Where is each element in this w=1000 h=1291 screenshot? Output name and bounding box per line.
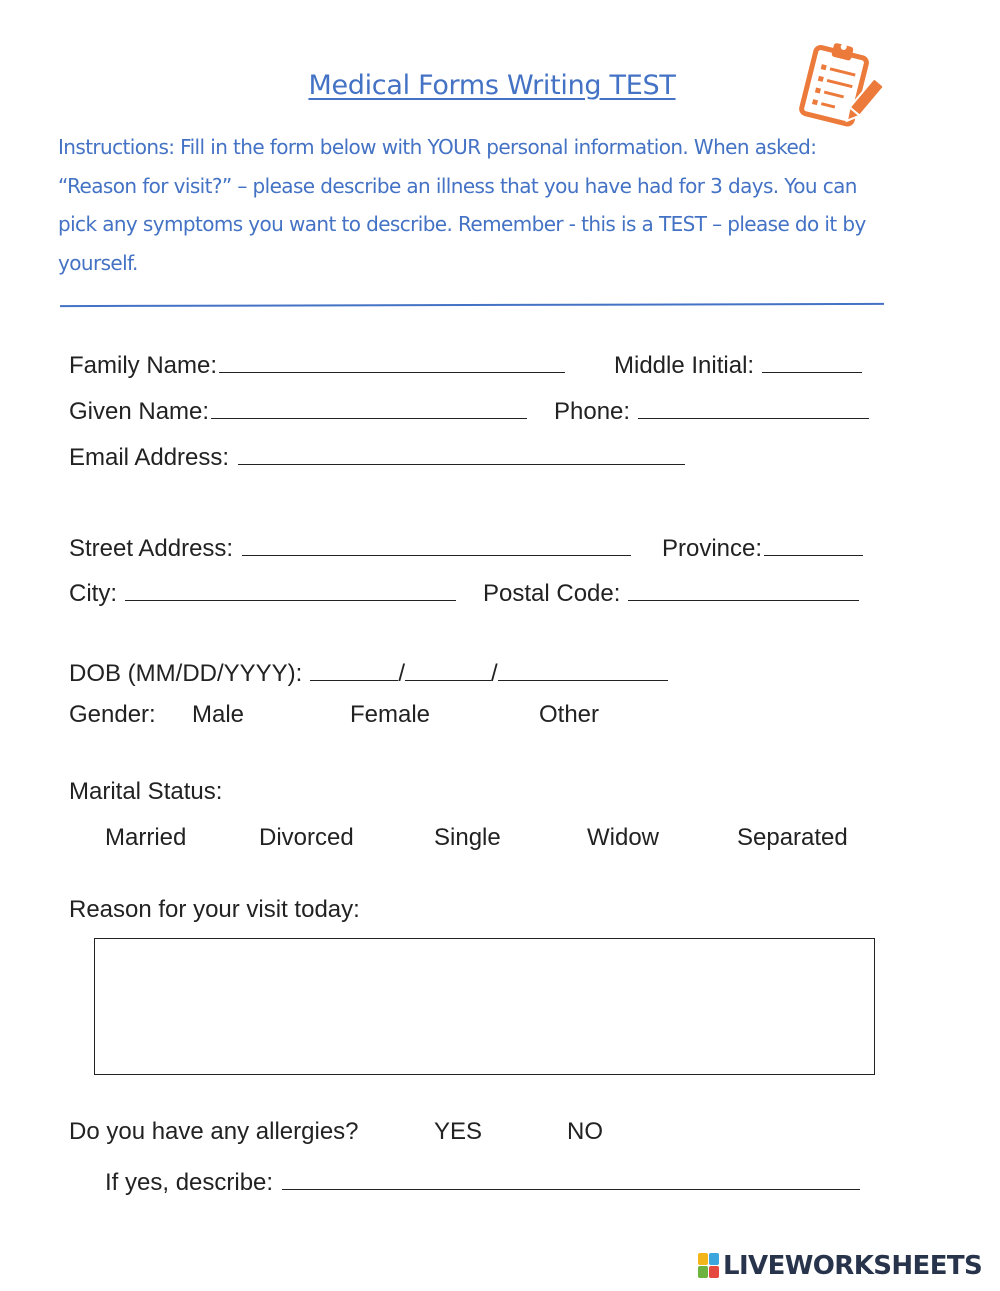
family-name-field[interactable]: [69, 346, 565, 381]
street-address-label: Street Address:: [69, 535, 234, 562]
clipboard-pencil-icon: [790, 36, 886, 132]
gender-label: Gender:: [69, 701, 156, 728]
province-field[interactable]: [662, 529, 863, 564]
liveworksheets-logo-icon: [698, 1253, 720, 1279]
phone-blank[interactable]: [638, 392, 869, 419]
gender-option-male[interactable]: Male: [192, 701, 245, 728]
city-label: City:: [69, 580, 117, 607]
gender-option-female[interactable]: Female: [350, 701, 431, 728]
marital-option-separated[interactable]: Separated: [737, 824, 848, 851]
given-name-label: Given Name:: [69, 398, 210, 425]
dob-year-blank[interactable]: [498, 654, 668, 681]
middle-initial-label: Middle Initial:: [614, 352, 755, 379]
phone-field[interactable]: [554, 392, 869, 427]
liveworksheets-logo-text: LIVEWORKSHEETS: [723, 1251, 983, 1281]
marital-status-label: Marital Status:: [69, 778, 223, 805]
allergy-describe-label: If yes, describe:: [105, 1169, 274, 1196]
family-name-blank[interactable]: [219, 346, 565, 373]
phone-label: Phone:: [554, 398, 631, 425]
email-label: Email Address:: [69, 444, 230, 471]
gender-option-other[interactable]: Other: [539, 701, 600, 728]
allergy-describe-field[interactable]: [105, 1163, 860, 1198]
email-blank[interactable]: [238, 438, 685, 465]
dob-separator: /: [491, 660, 498, 687]
allergies-label: Do you have any allergies?: [69, 1118, 359, 1145]
middle-initial-blank[interactable]: [762, 346, 862, 373]
postal-code-label: Postal Code:: [483, 580, 621, 607]
marital-option-widow[interactable]: Widow: [587, 824, 660, 851]
dob-label: DOB (MM/DD/YYYY):: [69, 660, 303, 687]
given-name-field[interactable]: [69, 392, 527, 427]
marital-option-single[interactable]: Single: [434, 824, 501, 851]
dob-day-blank[interactable]: [405, 654, 491, 681]
instructions-text: Instructions: Fill in the form below with YOUR personal information. When asked: “Reason for visit?” – please describe an illness that you have had for 3 days. You can pick any symptoms you want to describe. Remember - this is a TEST – please do it by yourself.: [58, 135, 866, 275]
page-title: Medical Forms Writing TEST: [308, 70, 676, 101]
postal-code-blank[interactable]: [628, 574, 859, 601]
family-name-label: Family Name:: [69, 352, 218, 379]
province-blank[interactable]: [764, 529, 863, 556]
allergies-option-yes[interactable]: YES: [434, 1118, 483, 1145]
section-divider: [60, 303, 884, 307]
city-blank[interactable]: [125, 574, 456, 601]
city-field[interactable]: [69, 574, 456, 609]
allergy-describe-blank[interactable]: [282, 1163, 860, 1190]
liveworksheets-logo: [698, 1251, 982, 1281]
email-field[interactable]: [69, 438, 685, 473]
reason-textbox[interactable]: [94, 938, 875, 1075]
marital-option-divorced[interactable]: Divorced: [259, 824, 354, 851]
postal-code-field[interactable]: [483, 574, 859, 609]
province-label: Province:: [662, 535, 763, 562]
marital-option-married[interactable]: Married: [105, 824, 187, 851]
given-name-blank[interactable]: [211, 392, 527, 419]
reason-label: Reason for your visit today:: [69, 896, 360, 923]
allergies-option-no[interactable]: NO: [567, 1118, 603, 1145]
street-address-blank[interactable]: [242, 529, 631, 556]
dob-field[interactable]: [69, 654, 668, 689]
middle-initial-field[interactable]: [614, 346, 862, 381]
dob-month-blank[interactable]: [310, 654, 398, 681]
street-address-field[interactable]: [69, 529, 631, 564]
dob-separator: /: [398, 660, 406, 687]
